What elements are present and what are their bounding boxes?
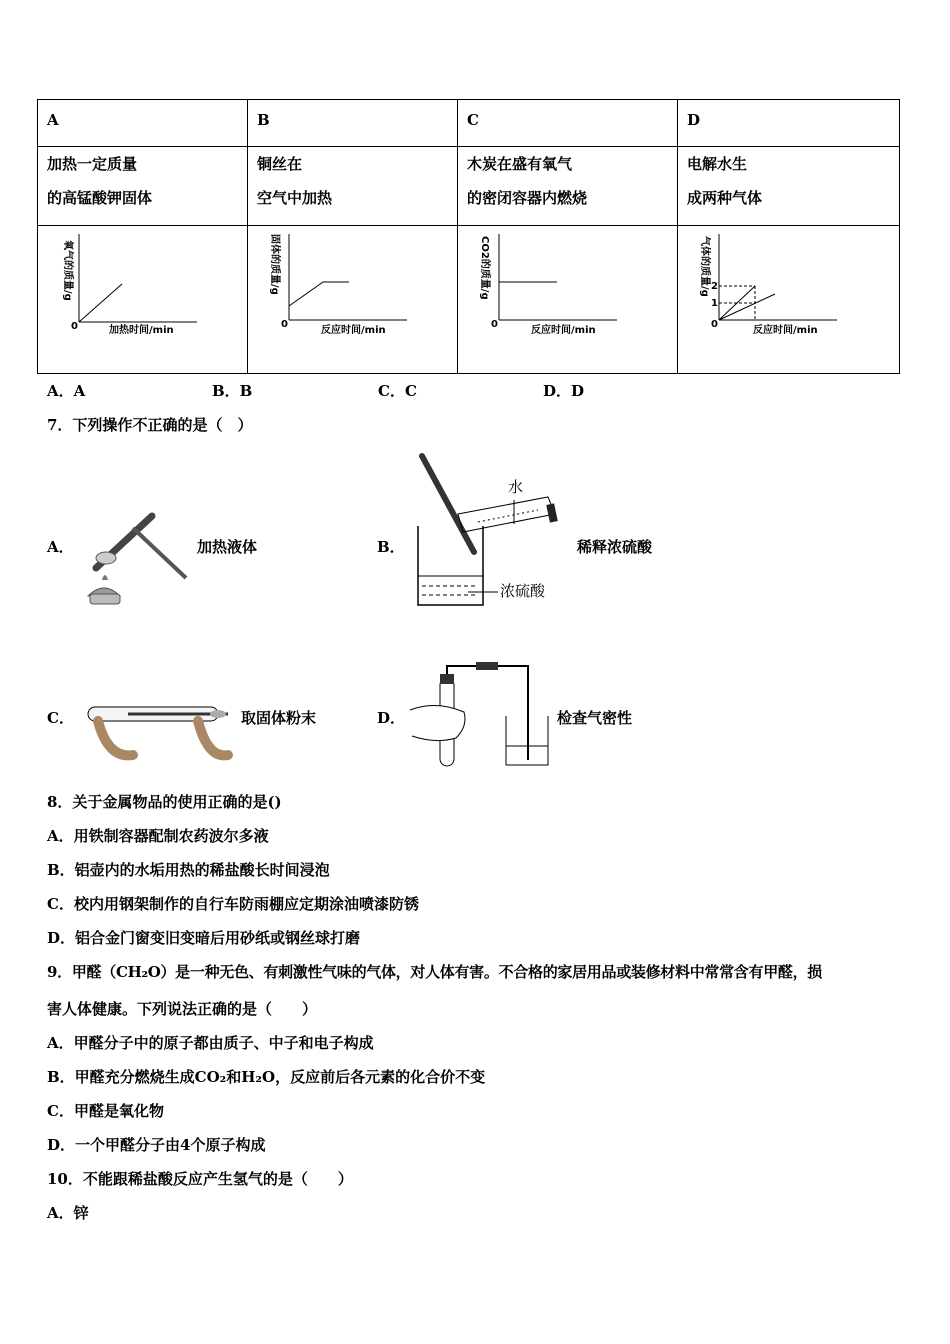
water-label: 水 <box>508 478 524 496</box>
q7-b-text: 稀释浓硫酸 <box>577 538 653 556</box>
q6-option-c[interactable]: C．C <box>378 382 417 400</box>
q8-option-d[interactable]: D．铝合金门窗变旧变暗后用砂纸或钢丝球打磨 <box>47 929 361 947</box>
graph-a-xlabel: 加热时间/min <box>109 325 174 336</box>
svg-text:0: 0 <box>491 319 498 330</box>
q6-header-d: D <box>678 100 900 147</box>
q6-desc-b: 铜丝在 空气中加热 <box>248 147 458 226</box>
q8-option-a[interactable]: A．用铁制容器配制农药波尔多液 <box>47 827 269 845</box>
q8-option-b[interactable]: B．铝壶内的水垢用热的稀盐酸长时间浸泡 <box>47 861 330 879</box>
q8-option-c[interactable]: C．校内用钢架制作的自行车防雨棚应定期涂油喷漆防锈 <box>47 895 419 913</box>
q9-option-d[interactable]: D．一个甲醛分子由4个原子构成 <box>47 1136 266 1154</box>
q7-a-text: 加热液体 <box>197 538 258 556</box>
powder-tube-figure <box>78 695 238 765</box>
graph-b-xlabel: 反应时间/min <box>321 325 386 336</box>
graph-d-xlabel: 反应时间/min <box>753 325 818 336</box>
svg-text:0: 0 <box>71 321 78 332</box>
acid-label: 浓硫酸 <box>500 582 546 600</box>
q6-graph-c <box>458 226 678 374</box>
q6-graph-a <box>38 226 248 374</box>
q6-option-d[interactable]: D．D <box>543 382 585 400</box>
q7-c-letter[interactable]: C． <box>47 709 74 727</box>
q9-option-a[interactable]: A．甲醛分子中的原子都由质子、中子和电子构成 <box>47 1034 374 1052</box>
q7-d-text: 检查气密性 <box>557 709 633 727</box>
q7-c-text: 取固体粉末 <box>241 709 317 727</box>
q6-desc-a: 加热一定质量 的高锰酸钾固体 <box>38 147 248 226</box>
q6-graph-d <box>678 226 900 374</box>
q6-desc-c: 木炭在盛有氧气 的密闭容器内燃烧 <box>458 147 678 226</box>
q7-b-letter[interactable]: B． <box>377 538 405 556</box>
q9-option-b[interactable]: B．甲醛充分燃烧生成CO₂和H₂O，反应前后各元素的化合价不变 <box>47 1068 486 1086</box>
graph-d-ylabel: 气体的质量/g <box>699 236 710 297</box>
svg-text:0: 0 <box>711 319 718 330</box>
q7-stem: 7．下列操作不正确的是（ ） <box>47 416 253 434</box>
svg-text:2: 2 <box>711 281 718 292</box>
q7-a-letter[interactable]: A． <box>47 538 74 556</box>
graph-a-ylabel: 氧气的质量/g <box>62 240 73 301</box>
dilute-acid-figure <box>408 452 573 612</box>
graph-c-ylabel: CO2的质量/g <box>479 236 490 300</box>
q9-stem-line1: 9．甲醛（CH₂O）是一种无色、有刺激性气味的气体，对人体有害。不合格的家居用品或装修材料中常常含有甲醛，损 <box>47 963 822 981</box>
airtightness-figure <box>406 660 554 770</box>
heating-liquid-figure <box>78 508 193 610</box>
q6-option-b[interactable]: B．B <box>212 382 253 400</box>
q10-stem: 10．不能跟稀盐酸反应产生氢气的是（ ） <box>47 1170 353 1188</box>
graph-c-xlabel: 反应时间/min <box>531 325 596 336</box>
q6-header-b: B <box>248 100 458 147</box>
q7-d-letter[interactable]: D． <box>377 709 406 727</box>
q10-option-a[interactable]: A．锌 <box>47 1204 89 1222</box>
q6-header-c: C <box>458 100 678 147</box>
q6-desc-d: 电解水生 成两种气体 <box>678 147 900 226</box>
svg-text:0: 0 <box>281 319 288 330</box>
graph-b-ylabel: 固体的质量/g <box>269 234 280 295</box>
q8-stem: 8．关于金属物品的使用正确的是() <box>47 793 282 811</box>
q9-option-c[interactable]: C．甲醛是氧化物 <box>47 1102 164 1120</box>
q6-graph-b <box>248 226 458 374</box>
q6-header-a: A <box>38 100 248 147</box>
q9-stem-line2: 害人体健康。下列说法正确的是（ ） <box>47 1000 318 1018</box>
svg-text:1: 1 <box>711 298 718 309</box>
q6-option-a[interactable]: A．A <box>47 382 86 400</box>
q6-table <box>37 99 900 374</box>
